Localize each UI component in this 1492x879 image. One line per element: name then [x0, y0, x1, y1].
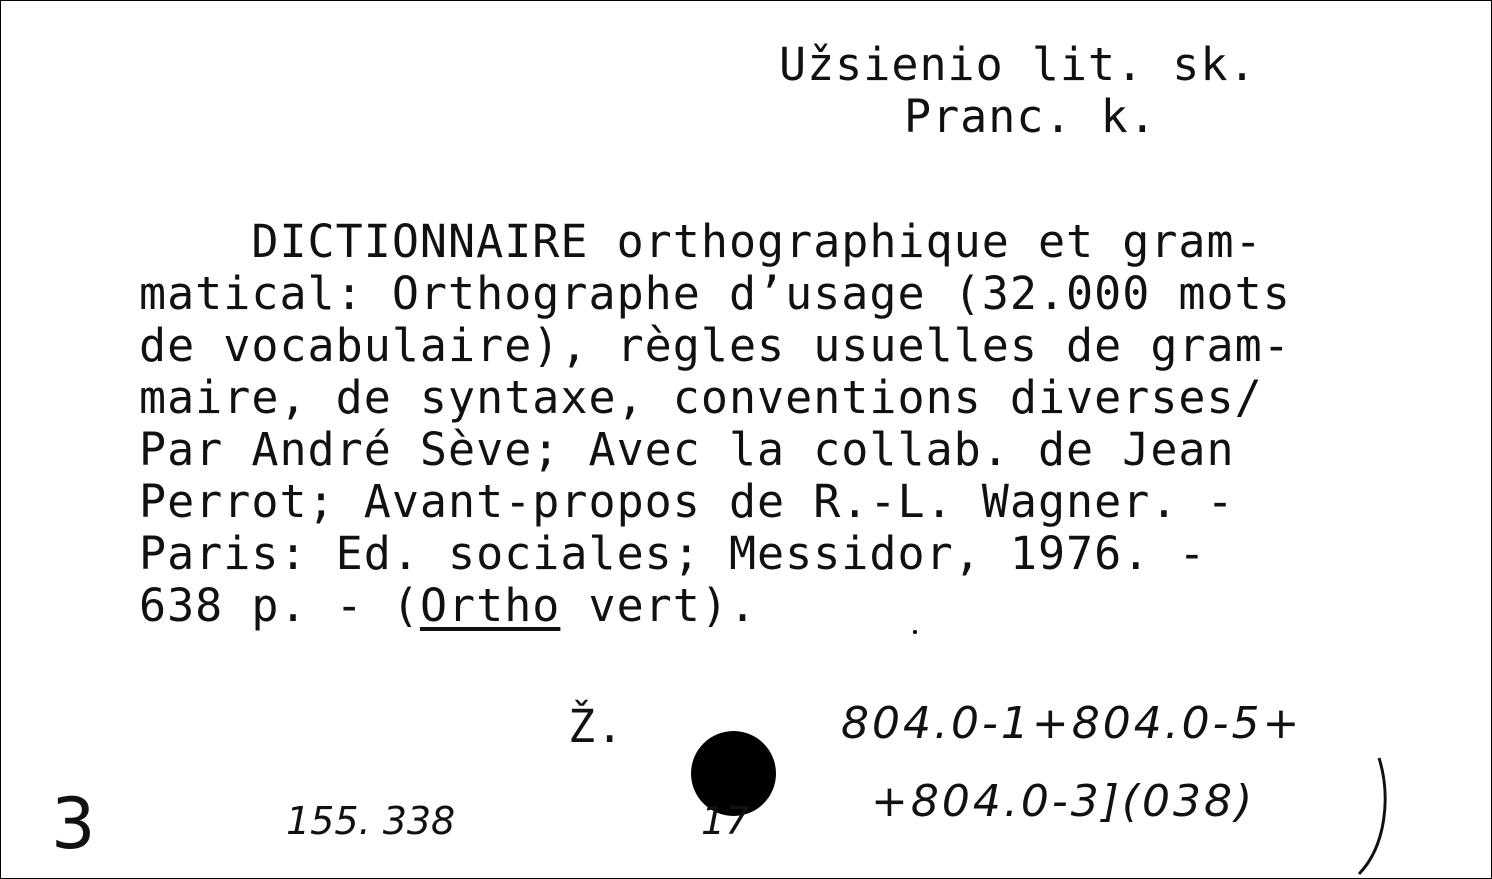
- small-number: 17: [701, 799, 750, 843]
- series-suffix: vert).: [560, 579, 758, 632]
- pagination-text: 638 p. - (: [139, 579, 420, 632]
- language-label: Pranc. k.: [904, 90, 1157, 143]
- bibliographic-entry: [139, 216, 1291, 632]
- classification-line-1: 804.0-1+804.0-5+: [841, 698, 1303, 749]
- entry-line: Perrot; Avant-propos de R.-L. Wagner. -: [139, 475, 1235, 528]
- entry-line: de vocabulaire), règles usuelles de gram-: [139, 319, 1291, 372]
- series-title: Ortho: [419, 579, 561, 632]
- entry-line: Par André Sève; Avec la collab. de Jean: [139, 423, 1235, 476]
- entry-line: Paris: Ed. sociales; Messidor, 1976. -: [139, 527, 1207, 580]
- z-mark: Ž.: [568, 700, 625, 753]
- ink-dot: [913, 630, 917, 634]
- entry-line: matical: Orthographe d’usage (32.000 mots: [139, 267, 1291, 320]
- entry-line: maire, de syntaxe, conventions diverses/: [139, 371, 1263, 424]
- inventory-number: 155. 338: [286, 799, 456, 843]
- classification-line-2: +804.0-3](038): [871, 776, 1256, 827]
- entry-line-last: [139, 580, 1291, 632]
- copy-number: 3: [51, 783, 96, 865]
- entry-line: DICTIONNAIRE orthographique et gram-: [139, 215, 1263, 268]
- department-label: Užsienio lit. sk.: [779, 38, 1257, 91]
- closing-bracket-stroke: [1351, 756, 1391, 876]
